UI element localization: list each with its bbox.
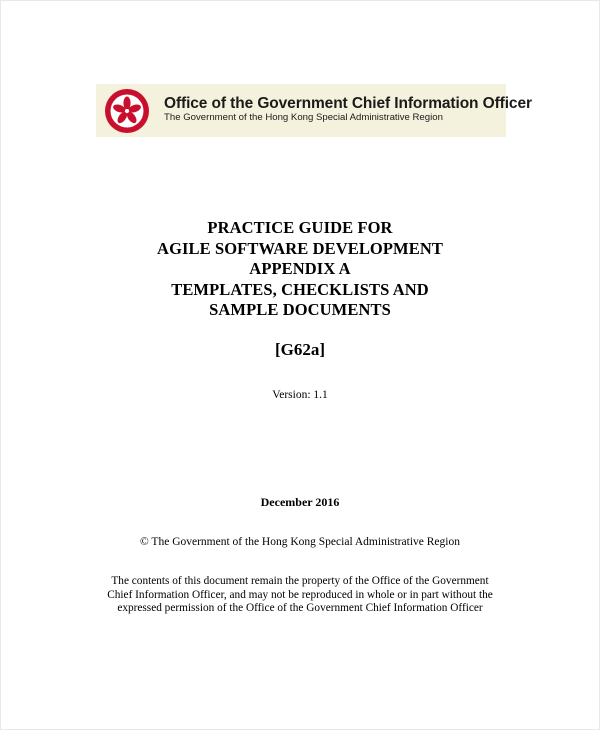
title-line: APPENDIX A — [249, 259, 351, 278]
property-notice — [0, 575, 600, 616]
title-line: PRACTICE GUIDE FOR — [207, 218, 393, 237]
document-code: [G62a] — [274, 340, 326, 359]
title-line: AGILE SOFTWARE DEVELOPMENT — [157, 238, 443, 258]
title-line: TEMPLATES, CHECKLISTS AND — [171, 279, 429, 299]
notice-line: Chief Information Officer, and may not be reproduced in whole or in part without the — [107, 588, 493, 601]
bauhinia-emblem-icon — [104, 88, 150, 134]
notice-line: The contents of this document remain the property of the Office of the Government — [111, 575, 489, 587]
document-date: December 2016 — [260, 495, 340, 509]
header-text — [164, 95, 532, 124]
copyright-notice: © The Government of the Hong Kong Special Administrative Region — [140, 536, 460, 548]
document-version: Version: 1.1 — [272, 389, 328, 401]
document-title — [0, 218, 600, 321]
header-banner — [96, 84, 532, 137]
notice-line: expressed permission of the Office of the Government Chief Information Officer — [117, 602, 483, 614]
title-line: SAMPLE DOCUMENTS — [209, 300, 391, 319]
organization-title: Office of the Government Chief Information Officer — [164, 95, 532, 112]
organization-subtitle: The Government of the Hong Kong Special Administrative Region — [164, 112, 443, 123]
